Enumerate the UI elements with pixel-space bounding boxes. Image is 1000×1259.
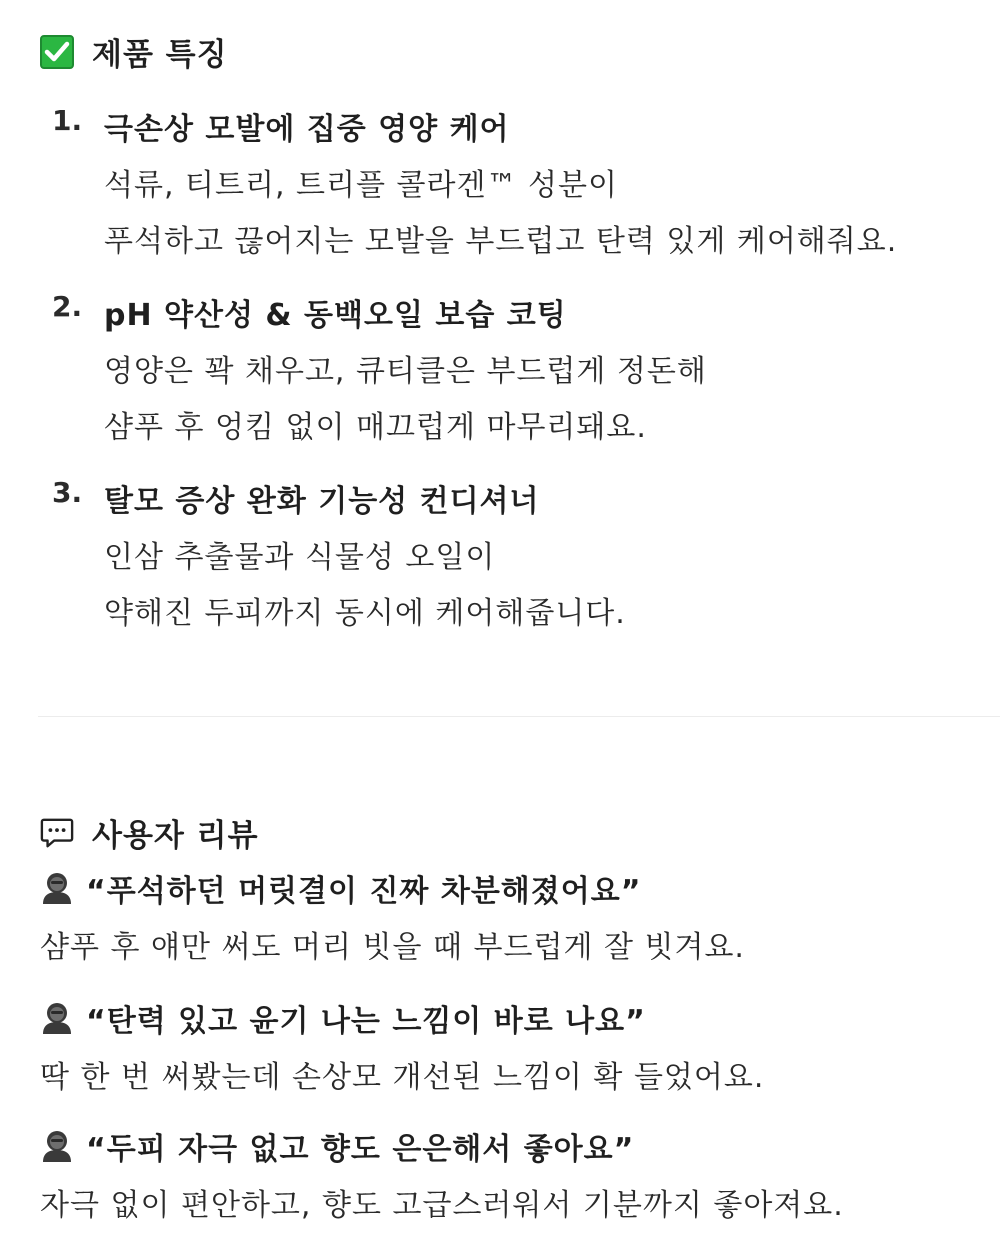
review-quote-row: [40, 996, 646, 1040]
feature-number: 2.: [52, 290, 83, 323]
person-icon: [40, 1001, 74, 1035]
feature-heading: 극손상 모발에 집중 영양 케어: [104, 112, 510, 147]
feature-line: 샴푸 후 엉킴 없이 매끄럽게 마무리돼요.: [104, 410, 647, 445]
feature-line: 석류, 티트리, 트리플 콜라겐™ 성분이: [104, 168, 618, 203]
review-body: 샴푸 후 얘만 써도 머리 빗을 때 부드럽게 잘 빗겨요.: [40, 930, 745, 965]
feature-heading: pH 약산성 & 동백오일 보습 코팅: [104, 298, 567, 333]
section-divider: [38, 716, 1000, 717]
review-body: 자극 없이 편안하고, 향도 고급스러워서 기분까지 좋아져요.: [40, 1188, 844, 1223]
person-icon: [40, 871, 74, 905]
feature-line: 영양은 꽉 채우고, 큐티클은 부드럽게 정돈해: [104, 354, 707, 389]
feature-line: 약해진 두피까지 동시에 케어해줍니다.: [104, 596, 626, 631]
feature-number: 3.: [52, 476, 83, 509]
features-title-text: 제품 특징: [92, 37, 228, 73]
feature-line: 푸석하고 끊어지는 모발을 부드럽고 탄력 있게 케어해줘요.: [104, 224, 898, 259]
reviews-title-text: 사용자 리뷰: [92, 818, 259, 854]
review-quote-row: [40, 866, 641, 910]
feature-line: 인삼 추출물과 식물성 오일이: [104, 540, 496, 575]
feature-number: 1.: [52, 104, 83, 137]
review-quote: “두피 자극 없고 향도 은은해서 좋아요”: [86, 1132, 635, 1167]
speech-balloon-icon: [40, 816, 74, 850]
review-quote: “탄력 있고 윤기 나는 느낌이 바로 나요”: [86, 1004, 646, 1039]
features-title: [40, 29, 228, 74]
review-quote-row: [40, 1124, 634, 1168]
person-icon: [40, 1129, 74, 1163]
review-quote: “푸석하던 머릿결이 진짜 차분해졌어요”: [86, 874, 642, 909]
reviews-title: [40, 810, 259, 855]
check-mark-button-icon: [40, 35, 74, 69]
review-body: 딱 한 번 써봤는데 손상모 개선된 느낌이 확 들었어요.: [40, 1060, 765, 1095]
feature-heading: 탈모 증상 완화 기능성 컨디셔너: [104, 484, 540, 519]
